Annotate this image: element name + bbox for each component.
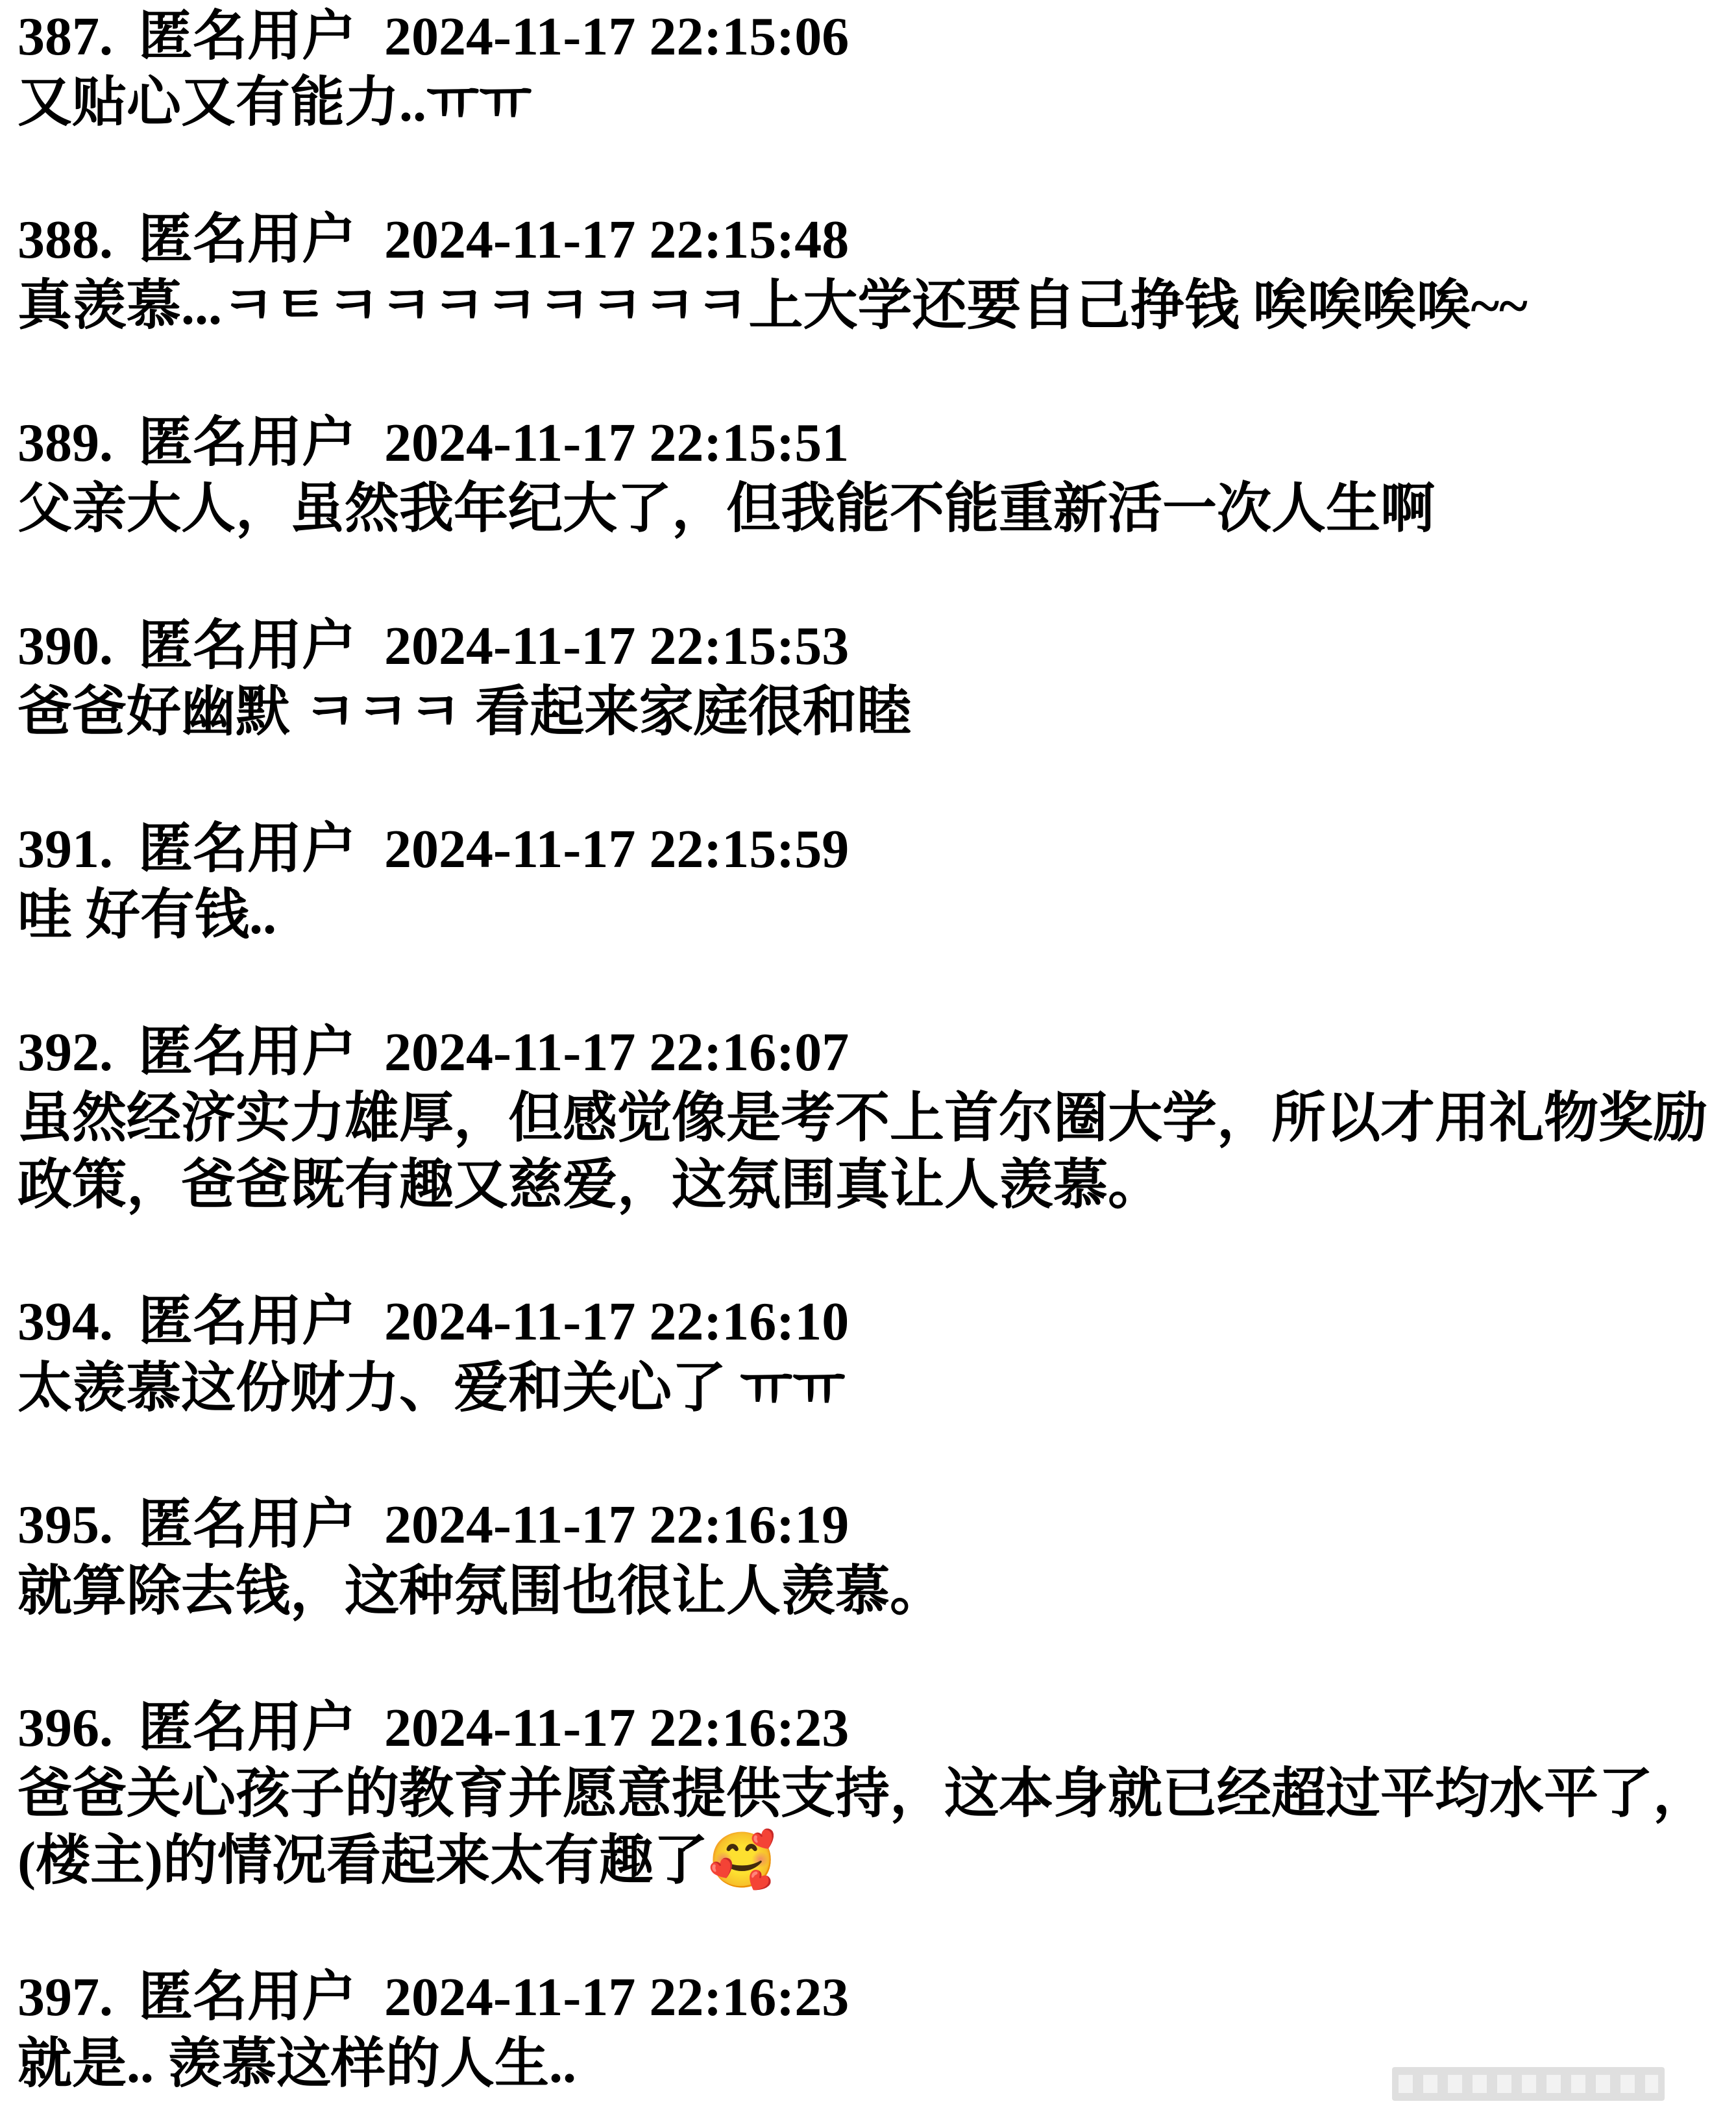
comment-number: 394. [18, 1292, 113, 1353]
comment-timestamp: 2024-11-17 22:15:53 [384, 615, 850, 676]
comment-text: 就是.. 羡慕这样的人生.. [18, 2033, 577, 2094]
comment-text: 太羡慕这份财力、爱和关心了 ㅠㅠ [18, 1358, 846, 1419]
comment-timestamp: 2024-11-17 22:16:10 [384, 1292, 850, 1353]
comment-number: 388. [18, 209, 113, 270]
comment-item [18, 1492, 1718, 1625]
comment-author: 匿名用户 [138, 1495, 357, 1556]
comment-author: 匿名用户 [138, 1292, 357, 1353]
comment-item [18, 4, 1718, 137]
comment-header [18, 1020, 1718, 1086]
comment-header [18, 4, 1718, 70]
comment-header [18, 613, 1718, 680]
comment-number: 390. [18, 615, 113, 676]
comment-header [18, 1965, 1718, 2031]
comment-number: 395. [18, 1495, 113, 1556]
comment-item [18, 816, 1718, 949]
comment-header [18, 207, 1718, 273]
comment-number: 391. [18, 818, 113, 879]
comment-timestamp: 2024-11-17 22:15:06 [384, 6, 850, 67]
comment-item [18, 613, 1718, 746]
comment-text: 又贴心又有能力..ㅠㅠ [18, 73, 532, 134]
comment-item [18, 410, 1718, 543]
comment-author: 匿名用户 [138, 1967, 357, 2028]
comment-text: 虽然经济实力雄厚，但感觉像是考不上首尔圈大学，所以才用礼物奖励政策，爸爸既有趣又慈爱，这氛围真让人羡慕。 [18, 1088, 1708, 1216]
comment-author: 匿名用户 [138, 209, 357, 270]
comment-header [18, 816, 1718, 883]
comment-text: 哇 好有钱.. [18, 885, 277, 946]
comment-number: 397. [18, 1967, 113, 2028]
comment-timestamp: 2024-11-17 22:16:23 [384, 1967, 850, 2028]
comment-text: 真羡慕...ㅋㅌㅋㅋㅋㅋㅋㅋㅋㅋ上大学还要自己挣钱 唉唉唉唉~~ [18, 276, 1528, 337]
comment-text: 爸爸关心孩子的教育并愿意提供支持，这本身就已经超过平均水平了，(楼主)的情况看起来太有趣了🥰 [18, 1764, 1708, 1891]
comment-timestamp: 2024-11-17 22:16:07 [384, 1022, 850, 1083]
comment-timestamp: 2024-11-17 22:15:59 [384, 818, 850, 879]
comment-number: 396. [18, 1697, 113, 1758]
comment-text: 父亲大人，虽然我年纪大了，但我能不能重新活一次人生啊 [18, 479, 1436, 540]
comment-number: 392. [18, 1022, 113, 1083]
comment-header [18, 410, 1718, 476]
comment-author: 匿名用户 [138, 615, 357, 676]
comment-author: 匿名用户 [138, 818, 357, 879]
comment-header [18, 1492, 1718, 1558]
comment-author: 匿名用户 [138, 1697, 357, 1758]
comment-item [18, 1695, 1718, 1894]
comment-text: 爸爸好幽默 ㅋㅋㅋ 看起来家庭很和睦 [18, 682, 912, 743]
comment-header [18, 1289, 1718, 1355]
comment-item [18, 1020, 1718, 1219]
comment-author: 匿名用户 [138, 412, 357, 473]
comment-timestamp: 2024-11-17 22:15:51 [384, 412, 850, 473]
comment-timestamp: 2024-11-17 22:16:23 [384, 1697, 850, 1758]
comment-number: 387. [18, 6, 113, 67]
comment-author: 匿名用户 [138, 6, 357, 67]
comment-header [18, 1695, 1718, 1761]
watermark [1392, 2067, 1665, 2101]
comment-timestamp: 2024-11-17 22:15:48 [384, 209, 850, 270]
comment-text: 就算除去钱，这种氛围也很让人羡慕。 [18, 1561, 945, 1622]
comment-item [18, 1289, 1718, 1422]
comment-item [18, 207, 1718, 340]
comment-number: 389. [18, 412, 113, 473]
comment-timestamp: 2024-11-17 22:16:19 [384, 1495, 850, 1556]
comment-author: 匿名用户 [138, 1022, 357, 1083]
